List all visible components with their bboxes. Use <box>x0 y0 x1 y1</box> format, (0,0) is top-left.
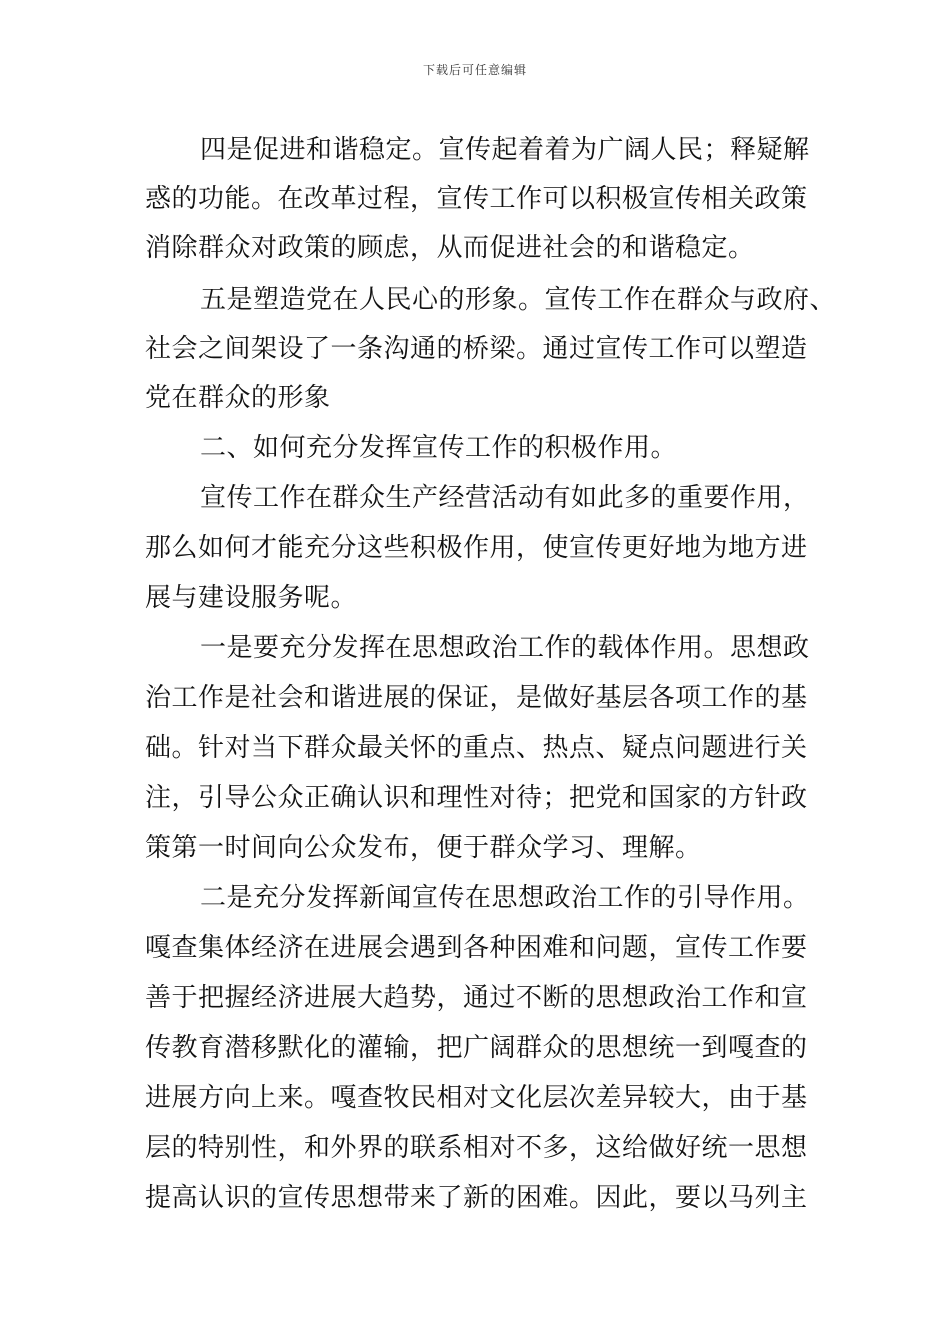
paragraph-line: 社会之间架设了一条沟通的桥梁。通过宣传工作可以塑造 <box>145 334 808 364</box>
paragraph-line: 进展方向上来。嘎查牧民相对文化层次差异较大，由于基 <box>145 1083 808 1113</box>
paragraph-line: 注，引导公众正确认识和理性对待；把党和国家的方针政 <box>145 783 808 813</box>
paragraph-line: 宣传工作在群众生产经营活动有如此多的重要作用， <box>200 483 810 513</box>
paragraph-line: 提高认识的宣传思想带来了新的困难。因此，要以马列主 <box>145 1183 808 1213</box>
section-heading: 二、如何充分发挥宣传工作的积极作用。 <box>200 433 678 463</box>
paragraph-line: 嘎查集体经济在进展会遇到各种困难和问题，宣传工作要 <box>145 933 808 963</box>
paragraph-line: 消除群众对政策的顾虑，从而促进社会的和谐稳定。 <box>145 233 755 263</box>
paragraph-line: 惑的功能。在改革过程，宣传工作可以积极宣传相关政策 <box>145 184 808 214</box>
paragraph-line: 础。针对当下群众最关怀的重点、热点、疑点问题进行关 <box>145 733 808 763</box>
paragraph-line: 那么如何才能充分这些积极作用，使宣传更好地为地方进 <box>145 533 808 563</box>
paragraph-line: 策第一时间向公众发布，便于群众学习、理解。 <box>145 833 702 863</box>
paragraph-line: 层的特别性，和外界的联系相对不多，这给做好统一思想 <box>145 1133 808 1163</box>
paragraph-line: 二是充分发挥新闻宣传在思想政治工作的引导作用。 <box>200 883 810 913</box>
paragraph-line: 治工作是社会和谐进展的保证，是做好基层各项工作的基 <box>145 683 808 713</box>
paragraph-line: 四是促进和谐稳定。宣传起着着为广阔人民；释疑解 <box>200 135 810 165</box>
paragraph-line: 党在群众的形象 <box>145 383 331 413</box>
paragraph-line: 善于把握经济进展大趋势，通过不断的思想政治工作和宣 <box>145 983 808 1013</box>
page-header-note: 下载后可任意编辑 <box>422 63 527 77</box>
paragraph-line: 传教育潜移默化的灌输，把广阔群众的思想统一到嘎查的 <box>145 1033 808 1063</box>
paragraph-line: 五是塑造党在人民心的形象。宣传工作在群众与政府、 <box>200 285 837 315</box>
paragraph-line: 展与建设服务呢。 <box>145 583 358 613</box>
paragraph-line: 一是要充分发挥在思想政治工作的载体作用。思想政 <box>200 633 810 663</box>
